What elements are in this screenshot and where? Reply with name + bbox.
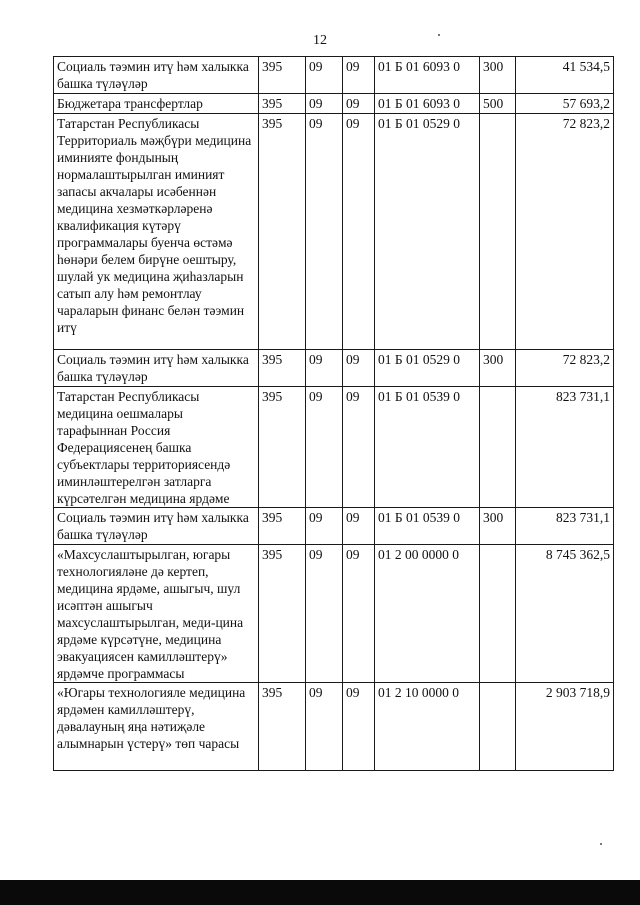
cell-ministry-code: 395 [259,545,306,683]
cell-subsection-code: 09 [343,683,375,771]
cell-target-code: 01 Б 01 6093 0 [375,94,480,114]
cell-expense-type [480,114,516,350]
cell-name: Татарстан Республикасы Территориаль мәҗбүри медицина иминияте фондының нормалаштырылган иминият запасы акчалары исәбеннән медицина хезмәткәрләренә квалификация күтәрү программалары буенча өстәмә һөнәри белем бирүне оештыру, шулай ук медицина җиһазларын сатып алу һәм ремонтлау чараларын финанс белән тәэмин итү [54,114,259,350]
cell-subsection-code: 09 [343,545,375,683]
page-number: 12 [313,33,327,48]
cell-ministry-code: 395 [259,350,306,387]
cell-target-code: 01 2 00 0000 0 [375,545,480,683]
cell-name: «Югары технологияле медицина ярдәмен камилләштерү, дәвалауның яңа нәтиҗәле алымнарын үстерү» төп чарасы [54,683,259,771]
cell-expense-type: 500 [480,94,516,114]
cell-expense-type [480,387,516,508]
cell-ministry-code: 395 [259,94,306,114]
cell-name: «Махсуслаштырылган, югары технологияләне дә кертеп, медицина ярдәме, ашыгыч, шул исәптән ашыгыч махсуслаштырылган, меди-цина ярдәме күрсәтүне, медицина эвакуациясен камилләштерү» ярдәмче программасы [54,545,259,683]
budget-table [53,56,614,771]
scan-speck [600,843,602,845]
cell-ministry-code: 395 [259,114,306,350]
cell-amount: 41 534,5 [516,57,614,94]
table-row [54,350,614,387]
cell-section-code: 09 [306,94,343,114]
cell-target-code: 01 Б 01 0539 0 [375,387,480,508]
cell-target-code: 01 Б 01 0529 0 [375,350,480,387]
cell-name: Татарстан Республикасы медицина оешмалары тарафыннан Россия Федерациясенең башка субъектлары территориясендә иминләштерелгән затларга күрсәтелгән медицина ярдәме [54,387,259,508]
cell-amount: 8 745 362,5 [516,545,614,683]
table-row [54,683,614,771]
cell-expense-type [480,545,516,683]
cell-ministry-code: 395 [259,57,306,94]
cell-section-code: 09 [306,350,343,387]
cell-expense-type: 300 [480,508,516,545]
cell-target-code: 01 Б 01 0529 0 [375,114,480,350]
cell-subsection-code: 09 [343,387,375,508]
table-body [54,57,614,771]
cell-amount: 72 823,2 [516,114,614,350]
cell-target-code: 01 Б 01 6093 0 [375,57,480,94]
cell-amount: 823 731,1 [516,508,614,545]
table-row [54,508,614,545]
table-row [54,114,614,350]
cell-section-code: 09 [306,387,343,508]
table-row [54,545,614,683]
scan-border-bar [0,880,640,905]
cell-section-code: 09 [306,508,343,545]
cell-name: Социаль тәэмин итү һәм халыкка башка түләүләр [54,508,259,545]
cell-amount: 57 693,2 [516,94,614,114]
cell-subsection-code: 09 [343,508,375,545]
cell-name: Бюджетара трансфертлар [54,94,259,114]
cell-subsection-code: 09 [343,350,375,387]
scan-speck [438,34,440,36]
cell-ministry-code: 395 [259,387,306,508]
cell-section-code: 09 [306,114,343,350]
cell-subsection-code: 09 [343,57,375,94]
cell-section-code: 09 [306,545,343,683]
cell-target-code: 01 2 10 0000 0 [375,683,480,771]
table-row [54,94,614,114]
cell-target-code: 01 Б 01 0539 0 [375,508,480,545]
cell-amount: 72 823,2 [516,350,614,387]
cell-expense-type [480,683,516,771]
cell-name: Социаль тәэмин итү һәм халыкка башка түләүләр [54,350,259,387]
cell-amount: 823 731,1 [516,387,614,508]
cell-ministry-code: 395 [259,683,306,771]
cell-expense-type: 300 [480,350,516,387]
cell-subsection-code: 09 [343,114,375,350]
cell-expense-type: 300 [480,57,516,94]
cell-ministry-code: 395 [259,508,306,545]
cell-section-code: 09 [306,683,343,771]
cell-amount: 2 903 718,9 [516,683,614,771]
cell-name: Социаль тәэмин итү һәм халыкка башка түләүләр [54,57,259,94]
cell-section-code: 09 [306,57,343,94]
table-row [54,57,614,94]
cell-subsection-code: 09 [343,94,375,114]
table-row [54,387,614,508]
